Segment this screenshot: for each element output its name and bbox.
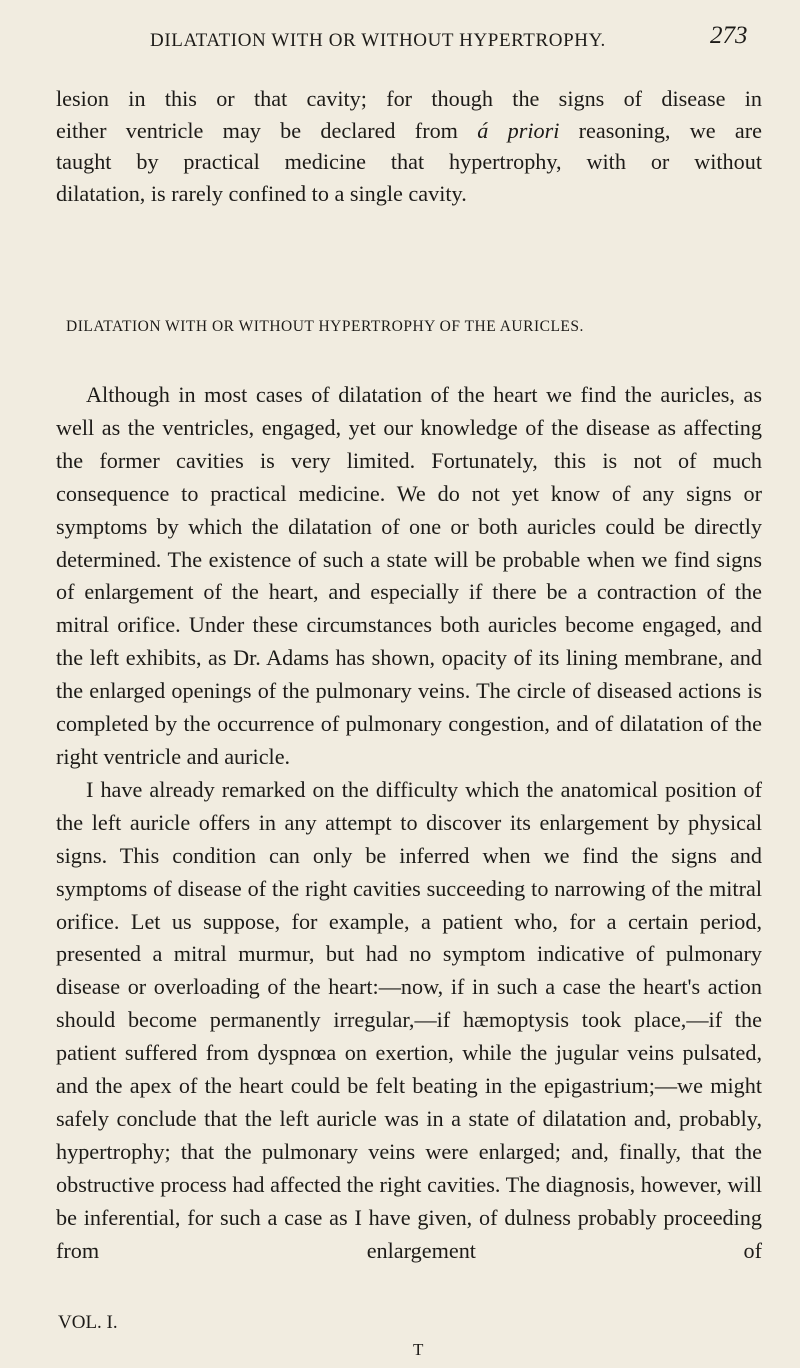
body-paragraph-1: Although in most cases of dilatation of the heart we find the auricles, as well as the ventricles, engaged, yet our knowledge of the disease as affecting the former cavities is very limited. Fortunately, this is not of much consequence to practical medicine. We do not yet know of any signs or symptoms by which the dilatation of one or both auricles could be directly determined. The existence of such a state will be probable when we find signs of enlargement of the heart, and especially if there be a contraction of the mitral orifice. Under these circumstances both auricles become engaged, and the left exhibits, as Dr. Adams has shown, opacity of its lining membrane, and the enlarged openings of the pulmonary veins. The circle of diseased actions is completed by the occurrence of pulmonary congestion, and of dilatation of the right ventricle and auricle. <box>56 382 762 769</box>
intro-line-2: either ventricle may be declared from á priori reasoning, we are <box>56 117 762 143</box>
section-body <box>56 379 762 1267</box>
intro-line-1: lesion in this or that cavity; for though the signs of disease in <box>56 86 762 111</box>
intro-line-4: dilatation, is rarely confined to a single cavity. <box>56 180 467 206</box>
latin-phrase: á priori <box>477 117 560 143</box>
page-number: 273 <box>710 22 748 49</box>
section-heading: DILATATION WITH OR WITHOUT HYPERTROPHY OF THE AURICLES. <box>66 318 584 335</box>
body-paragraph-2: I have already remarked on the difficulty which the anatomical position of the left auricle offers in any attempt to discover its enlargement by physical signs. This condition can only be inferred when we find the signs and symptoms of disease of the right cavities succeeding to narrowing of the mitral orifice. Let us suppose, for example, a patient who, for a certain period, presented a mitral murmur, but had no symptom indicative of pulmonary disease or overloading of the heart:—now, if in such a case the heart's action should become permanently irregular,—if hæmoptysis took place,—if the patient suffered from dyspnœa on exertion, while the jugular veins pulsated, and the apex of the heart could be felt beating in the epigastrium;—we might safely conclude that the left auricle was in a state of dilatation and, probably, hypertrophy; that the pulmonary veins were enlarged; and, finally, that the obstructive process had affected the right cavities. The diagnosis, however, will be inferential, for such a case as I have given, of dulness probably proceeding from enlargement of <box>56 776 762 1263</box>
intro-line-3: taught by practical medicine that hypertrophy, with or without <box>56 149 762 174</box>
signature-letter: T <box>413 1340 424 1359</box>
intro-paragraph <box>56 83 762 209</box>
running-head: DILATATION WITH OR WITHOUT HYPERTROPHY. <box>150 30 606 51</box>
signature-mark: VOL. I. <box>58 1312 118 1333</box>
